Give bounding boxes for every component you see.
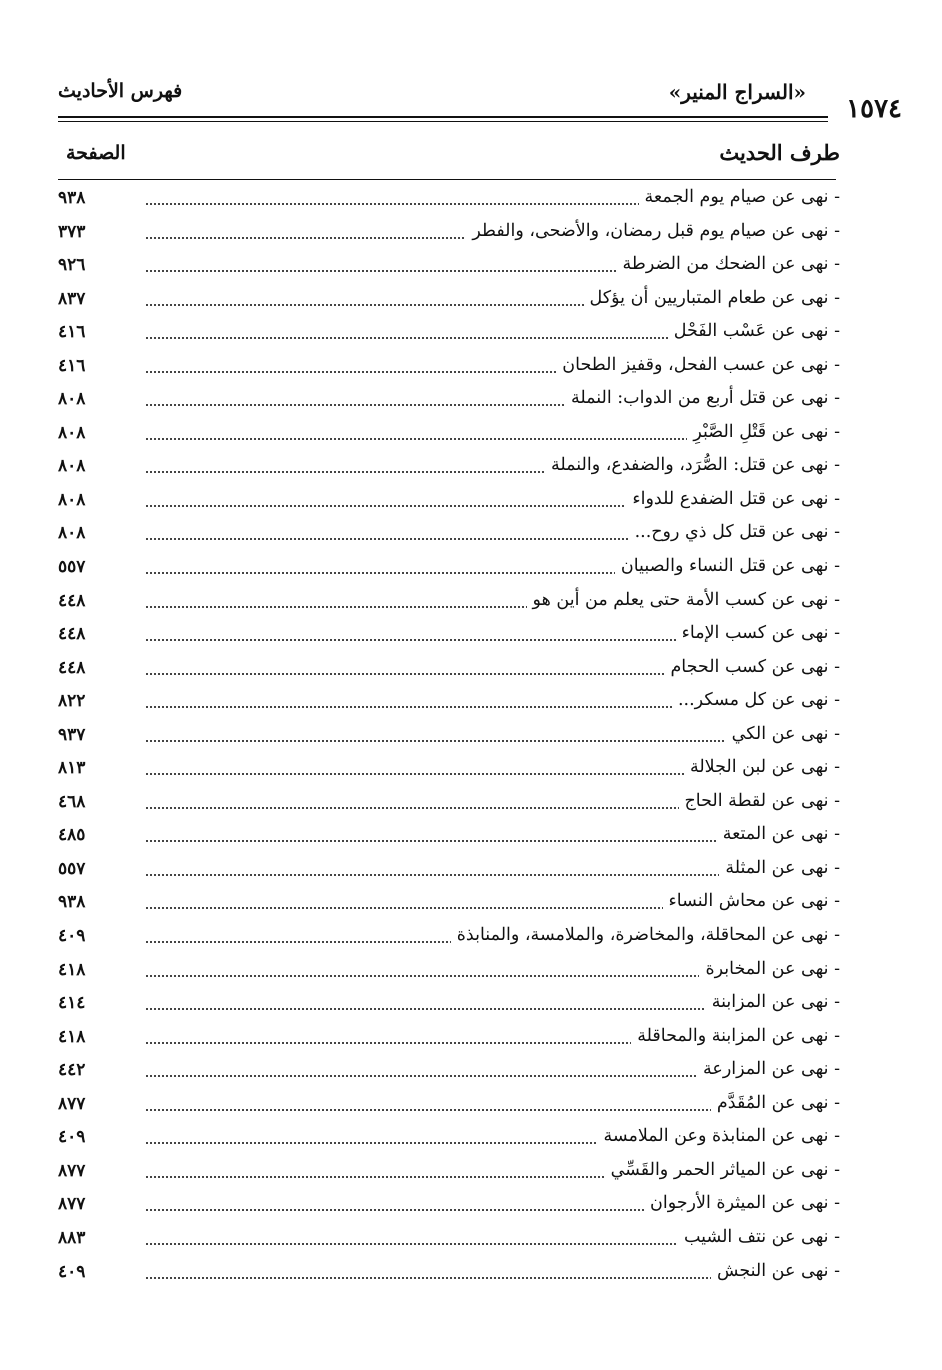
entry-page-number: ٤١٦ <box>58 322 86 343</box>
entry-page-number: ٤٠٩ <box>58 1127 86 1148</box>
index-entry <box>58 886 840 920</box>
index-entry <box>58 786 840 820</box>
entry-page-number: ٤٠٩ <box>58 1261 86 1282</box>
index-entry <box>58 450 840 484</box>
entry-text: - نهى عن النجش <box>711 1261 840 1281</box>
column-headers <box>58 140 840 170</box>
index-entry <box>58 652 840 686</box>
entry-text: - نهى عن صيام يوم قبل رمضان، والأضحى، والفطر <box>466 221 840 241</box>
index-entry <box>58 1088 840 1122</box>
index-entry <box>58 920 840 954</box>
entry-page-number: ٤١٨ <box>58 959 86 980</box>
entry-page-number: ٨٨٣ <box>58 1227 86 1248</box>
column-header-page: الصفحة <box>66 142 126 164</box>
index-entry <box>58 350 840 384</box>
entry-text: - نهى عن كسب الإماء <box>676 623 840 643</box>
index-entry <box>58 1188 840 1222</box>
header-rule-thin <box>58 121 828 122</box>
entry-text: - نهى عن كسب الحجام <box>664 657 840 677</box>
entry-text: - نهى عن الضحك من الضرطة <box>617 254 840 274</box>
entry-text: - نهى عن المزابنة <box>706 992 840 1012</box>
entry-text: - نهى عن المزارعة <box>697 1059 840 1079</box>
entry-page-number: ٤٤٢ <box>58 1060 86 1081</box>
entry-text: - نهى عن قَتْلِ الصَّبْرِ <box>687 422 840 442</box>
entry-text: - نهى عن المخابرة <box>699 959 840 979</box>
entry-text: - نهى عن محاش النساء <box>663 891 840 911</box>
entry-text: - نهى عن المزابنة والمحاقلة <box>631 1026 840 1046</box>
entry-page-number: ٥٥٧ <box>58 858 86 879</box>
entry-text: - نهى عن صيام يوم الجمعة <box>639 187 841 207</box>
entry-page-number: ٨٠٨ <box>58 523 86 544</box>
entry-page-number: ٥٥٧ <box>58 557 86 578</box>
column-header-rule <box>58 179 836 180</box>
entry-page-number: ٨٧٧ <box>58 1194 86 1215</box>
index-entry <box>58 316 840 350</box>
entry-text: - نهى عن المُقَدَّم <box>711 1093 840 1113</box>
index-entry <box>58 987 840 1021</box>
index-entry <box>58 853 840 887</box>
entry-page-number: ٨٧٧ <box>58 1160 86 1181</box>
index-entry <box>58 1021 840 1055</box>
index-entry <box>58 719 840 753</box>
entry-text: - نهى عن عسب الفحل، وقفيز الطحان <box>556 355 840 375</box>
entry-page-number: ٨٠٨ <box>58 489 86 510</box>
index-entry <box>58 551 840 585</box>
entry-page-number: ٨٠٨ <box>58 456 86 477</box>
index-entry <box>58 249 840 283</box>
hadith-index-list <box>58 182 840 1289</box>
index-entry <box>58 517 840 551</box>
entry-text: - نهى عن قتل النساء والصبيان <box>615 556 840 576</box>
entry-text: - نهى عن لبن الجلالة <box>684 757 840 777</box>
index-entry <box>58 585 840 619</box>
entry-page-number: ٨٣٧ <box>58 288 86 309</box>
entry-page-number: ٤٦٨ <box>58 791 86 812</box>
entry-text: - نهى عن قتل الضفدع للدواء <box>626 489 840 509</box>
entry-text: - نهى عن المنابذة وعن الملامسة <box>598 1126 841 1146</box>
entry-text: - نهى عن الكي <box>726 724 840 744</box>
entry-text: - نهى عن المثلة <box>719 858 840 878</box>
index-entry <box>58 1054 840 1088</box>
index-entry <box>58 484 840 518</box>
entry-page-number: ٨٢٢ <box>58 691 86 712</box>
entry-text: - نهى عن طعام المتباريين أن يؤكل <box>584 288 840 308</box>
entry-page-number: ٤٤٨ <box>58 624 86 645</box>
entry-page-number: ٨٠٨ <box>58 389 86 410</box>
entry-text: - نهى عن الميثرة الأرجوان <box>644 1193 840 1213</box>
entry-text: - نهى عن المتعة <box>717 824 840 844</box>
page-number: ١٥٧٤ <box>846 94 902 124</box>
entry-page-number: ٤٤٨ <box>58 590 86 611</box>
entry-page-number: ٨١٣ <box>58 758 86 779</box>
entry-text: - نهى عن لقطة الحاج <box>679 791 841 811</box>
section-title: فهرس الأحاديث <box>58 80 183 102</box>
entry-page-number: ٨٧٧ <box>58 1093 86 1114</box>
entry-page-number: ٤٠٩ <box>58 926 86 947</box>
index-entry <box>58 417 840 451</box>
index-entry <box>58 1256 840 1290</box>
entry-page-number: ٤٨٥ <box>58 825 86 846</box>
index-entry <box>58 954 840 988</box>
entry-page-number: ٤٤٨ <box>58 657 86 678</box>
entry-text: - نهى عن المحاقلة، والمخاضرة، والملامسة، والمنابذة <box>451 925 840 945</box>
entry-text: - نهى عن قتل: الصُّرَد، والضفدع، والنملة <box>545 455 840 475</box>
entry-page-number: ٣٧٣ <box>58 221 86 242</box>
index-entry <box>58 618 840 652</box>
entry-text: - نهى عن عَسْب الفَحْل <box>668 321 840 341</box>
entry-text: - نهى عن قتل أربع من الدواب: النملة <box>565 388 840 408</box>
entry-text: - نهى عن قتل كل ذي روح... <box>629 522 840 542</box>
entry-text: - نهى عن كسب الأمة حتى يعلم من أين هو <box>527 590 840 610</box>
entry-page-number: ٤١٤ <box>58 993 86 1014</box>
index-entry <box>58 752 840 786</box>
index-entry <box>58 182 840 216</box>
column-header-hadith: طرف الحديث <box>719 140 840 165</box>
index-entry <box>58 383 840 417</box>
index-entry <box>58 1222 840 1256</box>
entry-page-number: ٩٢٦ <box>58 255 86 276</box>
index-entry <box>58 1121 840 1155</box>
entry-text: - نهى عن نتف الشيب <box>678 1227 840 1247</box>
header-rule <box>58 116 828 118</box>
entry-page-number: ٩٣٨ <box>58 188 86 208</box>
entry-page-number: ٨٠٨ <box>58 422 86 443</box>
entry-page-number: ٤١٦ <box>58 355 86 376</box>
index-entry <box>58 819 840 853</box>
running-header <box>58 78 902 124</box>
entry-page-number: ٩٣٨ <box>58 892 86 913</box>
entry-text: - نهى عن كل مسكر... <box>672 690 840 710</box>
index-entry <box>58 685 840 719</box>
entry-page-number: ٤١٨ <box>58 1026 86 1047</box>
index-entry <box>58 283 840 317</box>
book-title: «السراج المنير» <box>668 80 806 104</box>
index-entry <box>58 1155 840 1189</box>
entry-page-number: ٩٣٧ <box>58 724 86 745</box>
index-entry <box>58 216 840 250</box>
entry-text: - نهى عن المياثر الحمر والقَسِّي <box>605 1160 840 1180</box>
